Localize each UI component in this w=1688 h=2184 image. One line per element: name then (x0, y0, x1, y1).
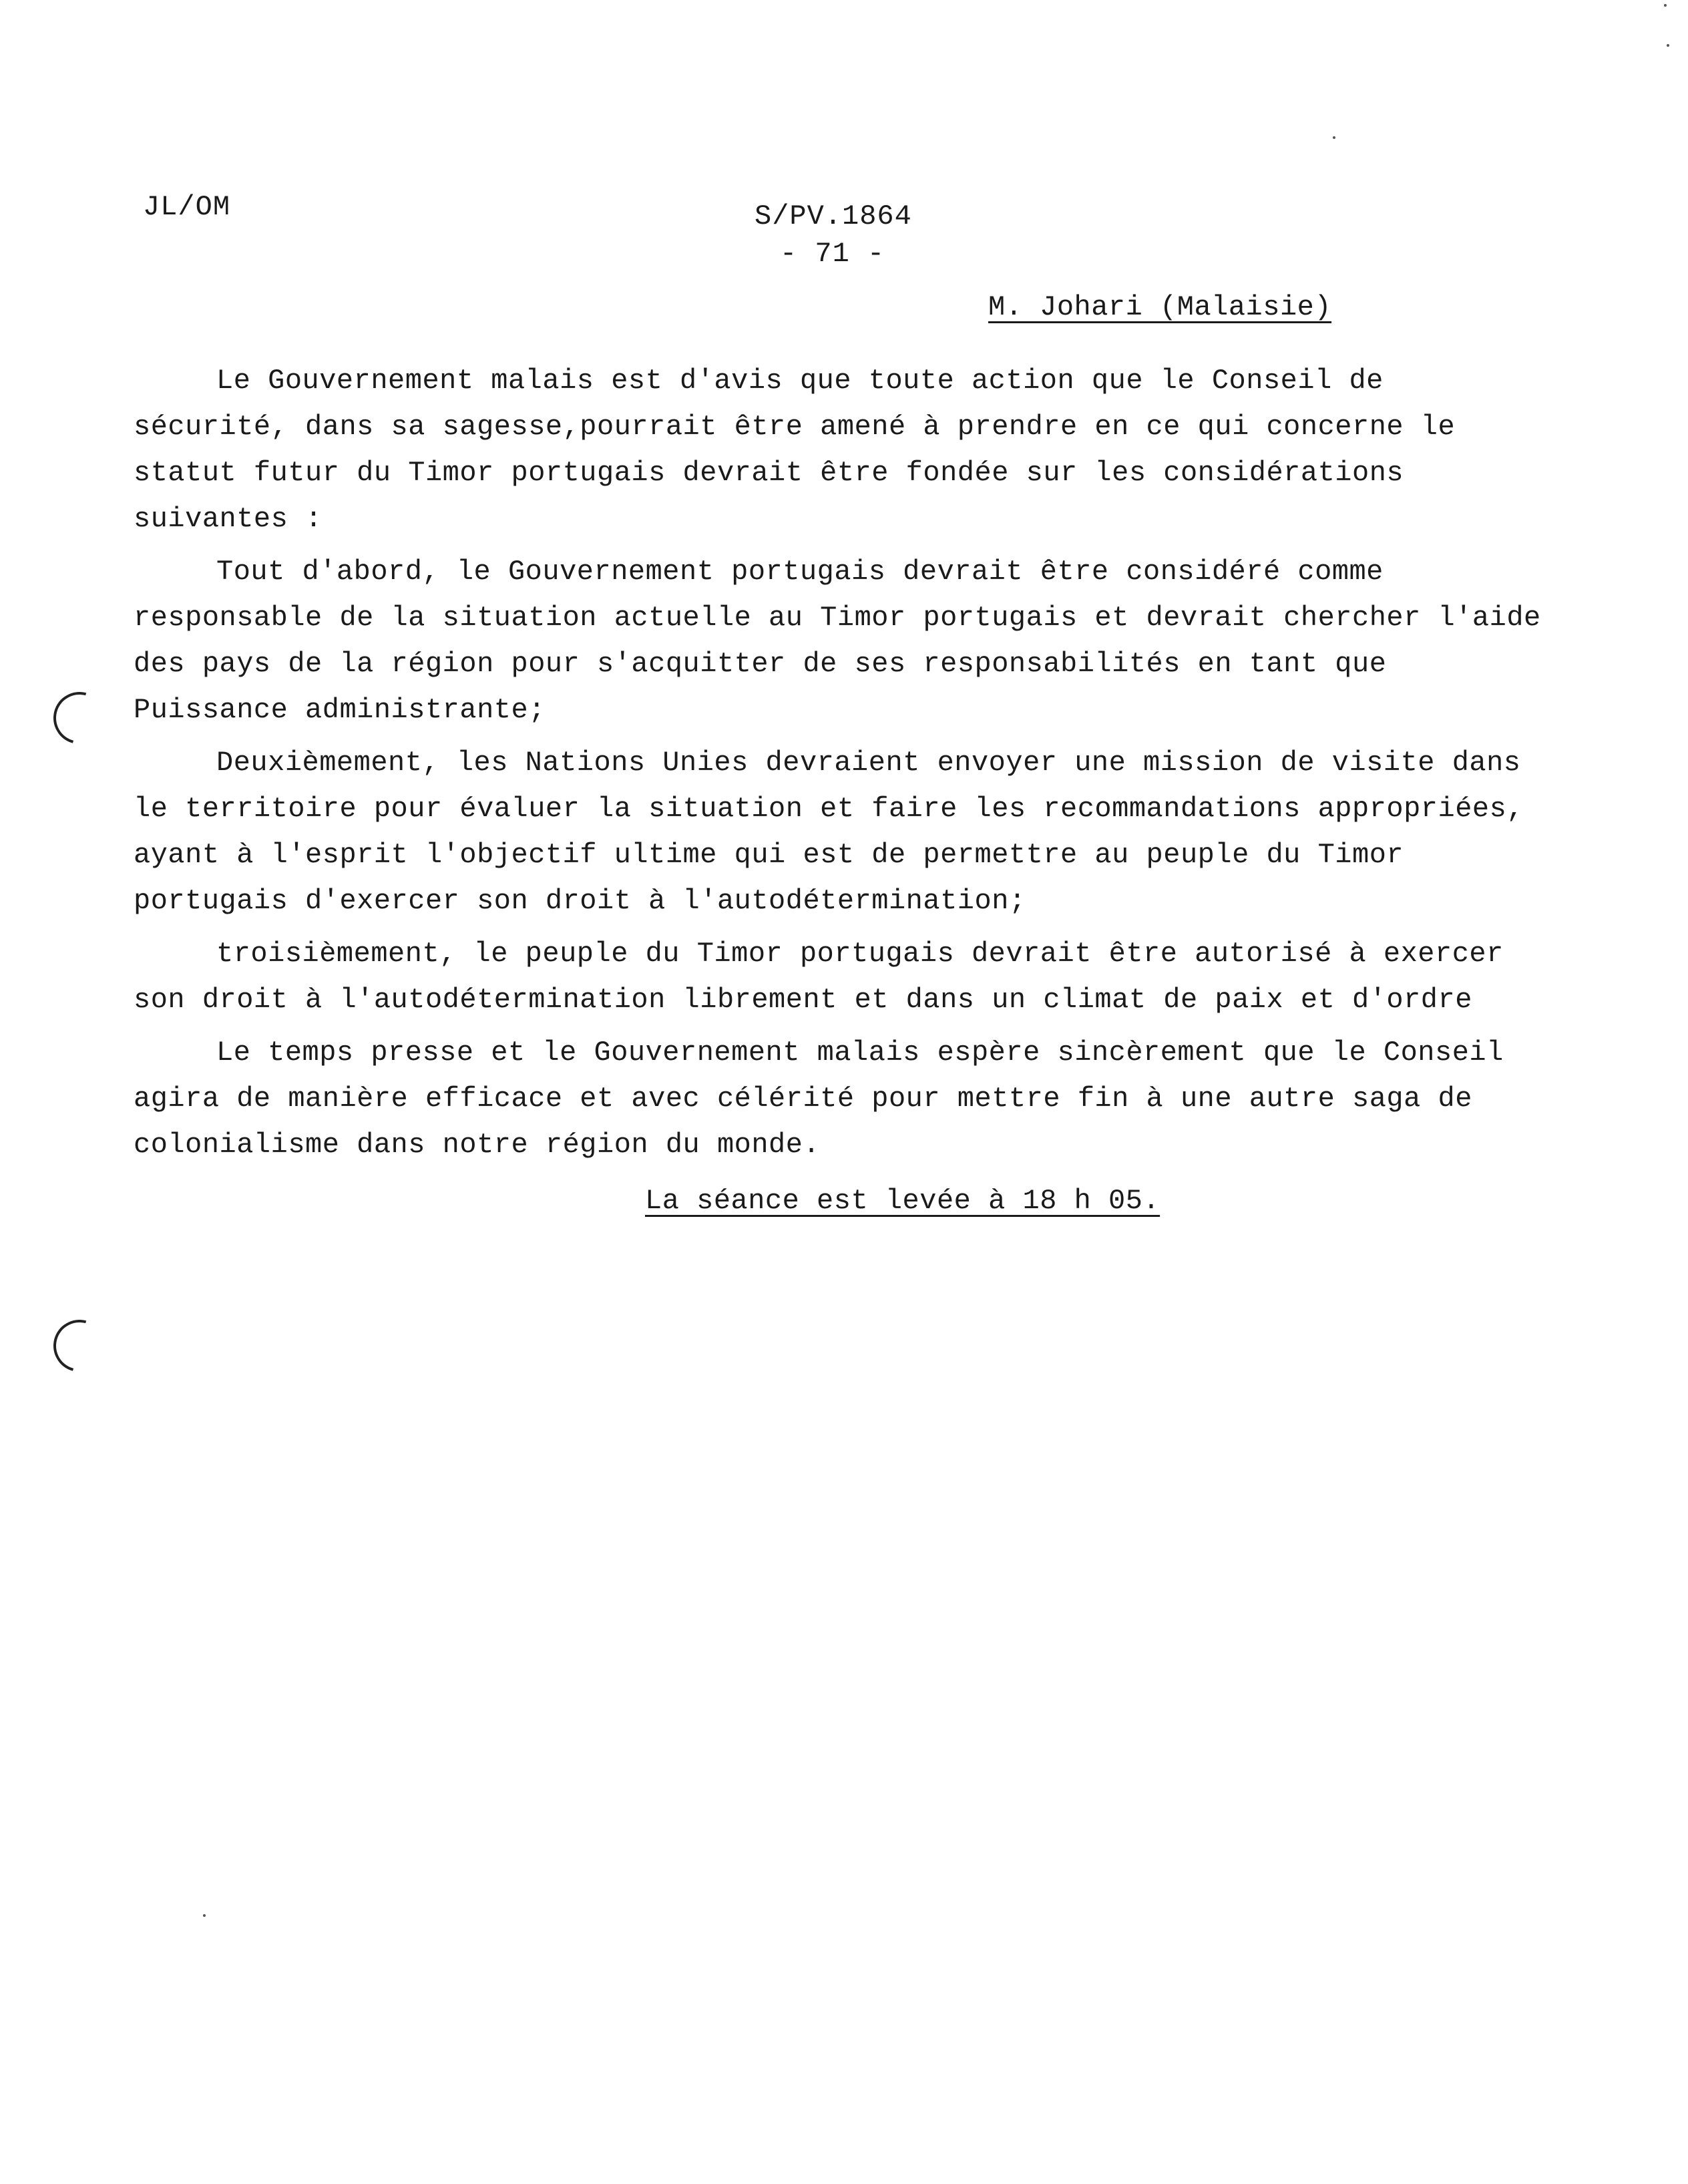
paragraph: troisièmement, le peuple du Timor portugais devrait être autorisé à exercer son droit à l'autodétermination librement et dans un climat de paix et d'ordre (134, 938, 1504, 1016)
paragraph: Deuxièmement, les Nations Unies devraient envoyer une mission de visite dans le territoire pour évaluer la situation et faire les recommandations appropriées, ayant à l'esprit l'objectif ultime qui est de permettre au peuple du Timor portugais d'exercer son droit à l'autodétermination; (134, 747, 1524, 917)
paragraph: Tout d'abord, le Gouvernement portugais devrait être considéré comme responsable de la situation actuelle au Timor portugais et devrait chercher l'aide des pays de la région pour s'acquitter de ses responsabilités en tant que Puissance administrante; (134, 556, 1541, 726)
speech-body (134, 358, 1549, 1168)
scan-speck (1664, 4, 1667, 7)
scan-speck (1333, 136, 1335, 139)
closing-statement: La séance est levée à 18 h 05. (645, 1185, 1160, 1217)
paragraph: Le temps presse et le Gouvernement malais espère sincèrement que le Conseil agira de manière efficace et avec célérité pour mettre fin à une autre saga de colonialisme dans notre région du monde. (134, 1037, 1504, 1161)
document-symbol: S/PV.1864 (755, 200, 912, 232)
punch-hole-mark (44, 683, 116, 754)
reference-code: JL/OM (143, 191, 231, 223)
scan-speck (1667, 44, 1669, 47)
scan-speck (203, 1914, 206, 1917)
paragraph: Le Gouvernement malais est d'avis que toute action que le Conseil de sécurité, dans sa sagesse,pourrait être amené à prendre en ce qui concerne le statut futur du Timor portugais devrait être fondée sur les considérations suivantes : (134, 365, 1456, 535)
punch-hole-mark (44, 1310, 116, 1382)
page-number: - 71 - (780, 238, 885, 270)
speaker-heading: M. Johari (Malaisie) (988, 291, 1332, 323)
